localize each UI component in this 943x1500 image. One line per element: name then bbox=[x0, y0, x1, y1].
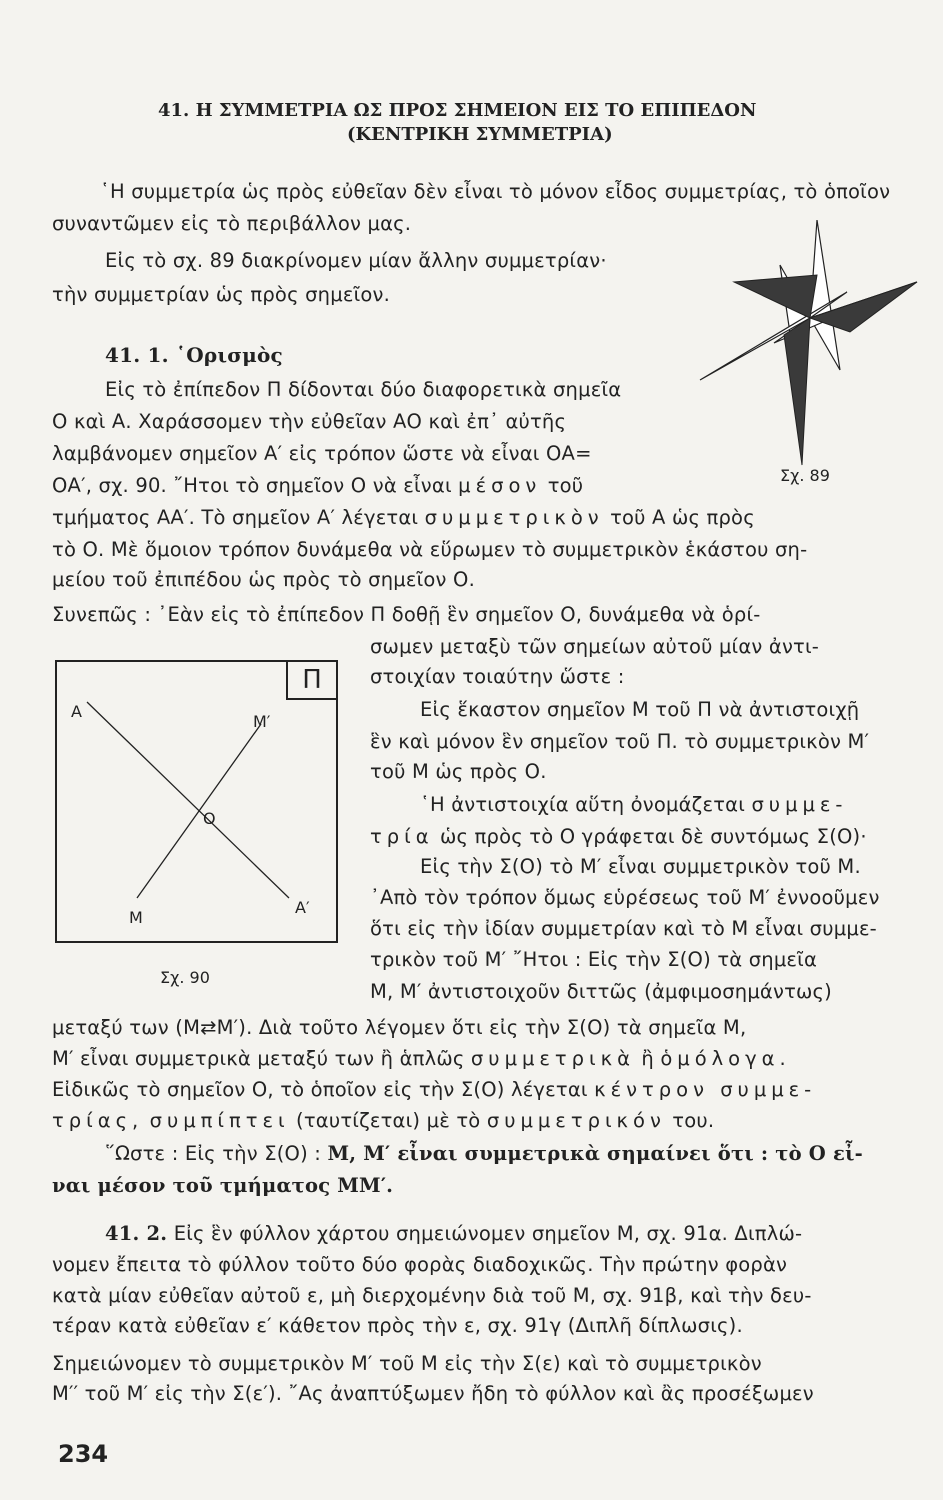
paragraph-line: ῞Ωστε : Εἰς τὴν Σ(Ο) : Μ, Μ′ εἶναι συμμετρικὰ σημαίνει ὅτι : τὸ Ο εἶ- bbox=[105, 1142, 863, 1165]
section-title-line2: (ΚΕΝΤΡΙΚΗ ΣΥΜΜΕΤΡΙΑ) bbox=[347, 124, 613, 145]
point-label-M: Μ bbox=[129, 908, 143, 927]
paragraph-line: κατὰ μίαν εὐθεῖαν αὐτοῦ ε, μὴ διερχομένην διὰ τοῦ Μ, σχ. 91β, καὶ τὴν δευ- bbox=[52, 1284, 812, 1307]
paragraph-line: τέραν κατὰ εὐθεῖαν ε′ κάθετον πρὸς τὴν ε, σχ. 91γ (Διπλῆ δίπλωσις). bbox=[52, 1314, 743, 1337]
paragraph-line: ὅτι εἰς τὴν ἰδίαν συμμετρίαν καὶ τὸ Μ εἶναι συμμε- bbox=[370, 917, 877, 940]
paragraph-line: Μ′′ τοῦ Μ′ εἰς τὴν Σ(ε′). ῎Ας ἀναπτύξωμεν ἤδη τὸ φύλλον καὶ ἂς προσέξωμεν bbox=[52, 1382, 814, 1405]
paragraph-line: ΟΑ′, σχ. 90. ῎Ητοι τὸ σημεῖον Ο νὰ εἶναι μέσον τοῦ bbox=[52, 474, 584, 497]
paragraph-line: λαμβάνομεν σημεῖον Α′ εἰς τρόπον ὥστε νὰ εἶναι ΟΑ= bbox=[52, 442, 592, 465]
point-label-A: Α bbox=[71, 702, 82, 721]
paragraph-line: τρία ὡς πρὸς τὸ Ο γράφεται δὲ συντόμως Σ(Ο)· bbox=[370, 825, 867, 848]
paragraph-line: Μ′ εἶναι συμμετρικὰ μεταξύ των ἢ ἁπλῶς συμμετρικὰ ἢ ὁμόλογα. bbox=[52, 1047, 791, 1070]
pinwheel-dark-blade bbox=[734, 275, 817, 318]
intro-line: Εἰς τὸ σχ. 89 διακρίνομεν μίαν ἄλλην συμμετρίαν· bbox=[105, 249, 607, 272]
paragraph-line: Εἰς τὸ ἐπίπεδον Π δίδονται δύο διαφορετικὰ σημεῖα bbox=[105, 378, 622, 401]
paragraph-line: μεταξύ των (Μ⇄Μ′). Διὰ τοῦτο λέγομεν ὅτι εἰς τὴν Σ(Ο) τὰ σημεῖα Μ, bbox=[52, 1016, 747, 1039]
intro-line: συναντῶμεν εἰς τὸ περιβάλλον μας. bbox=[52, 212, 412, 235]
paragraph-line: τρίας, συμπίπτει (ταυτίζεται) μὲ τὸ συμμετρικόν του. bbox=[52, 1109, 715, 1132]
line-MM-prime bbox=[137, 724, 261, 898]
paragraph-line: Εἰδικῶς τὸ σημεῖον Ο, τὸ ὁποῖον εἰς τὴν Σ(Ο) λέγεται κέντρον συμμε- bbox=[52, 1078, 817, 1101]
figure-90-caption: Σχ. 90 bbox=[160, 968, 210, 987]
point-label-A-prime: Α′ bbox=[295, 898, 310, 917]
paragraph-line: τοῦ Μ ὡς πρὸς Ο. bbox=[370, 760, 547, 783]
paragraph-line: τρικὸν τοῦ Μ′ ῎Ητοι : Εἰς τὴν Σ(Ο) τὰ σημεῖα bbox=[370, 948, 818, 971]
bidirectional-arrow: ⇄ bbox=[200, 1016, 217, 1039]
paragraph-line: τμήματος ΑΑ′. Τὸ σημεῖον Α′ λέγεται συμμετρικὸν τοῦ Α ὡς πρὸς bbox=[52, 506, 755, 529]
paragraph-line: ἓν καὶ μόνον ἓν σημεῖον τοῦ Π. τὸ συμμετρικὸν Μ′ bbox=[370, 730, 870, 753]
subsection-heading-41-1: 41. 1. ῾Ορισμὸς bbox=[105, 343, 283, 367]
plane-label-box: Π bbox=[286, 660, 338, 700]
point-label-O: Ο bbox=[203, 809, 216, 828]
paragraph-line: Ο καὶ Α. Χαράσσομεν τὴν εὐθεῖαν ΑΟ καὶ ἐπ᾽ αὐτῆς bbox=[52, 410, 567, 433]
paragraph-line: Εἰς τὴν Σ(Ο) τὸ Μ′ εἶναι συμμετρικὸν τοῦ Μ. bbox=[420, 855, 861, 878]
paragraph-line: νομεν ἔπειτα τὸ φύλλον τοῦτο δύο φορὰς διαδοχικῶς. Τὴν πρώτην φορὰν bbox=[52, 1253, 788, 1276]
paragraph-line: ῾Η ἀντιστοιχία αὕτη ὀνομάζεται συμμε- bbox=[420, 793, 848, 816]
paragraph-line: μείου τοῦ ἐπιπέδου ὡς πρὸς τὸ σημεῖον Ο. bbox=[52, 568, 475, 591]
intro-line: ῾Η συμμετρία ὡς πρὸς εὐθεῖαν δὲν εἶναι τὸ μόνον εἶδος συμμετρίας, τὸ ὁποῖον bbox=[100, 180, 891, 203]
subsection-heading-41-2: 41. 2. bbox=[105, 1222, 168, 1245]
section-title-line1: 41. Η ΣΥΜΜΕΤΡΙΑ ΩΣ ΠΡΟΣ ΣΗΜΕΙΟΝ ΕΙΣ ΤΟ ΕΠΙΠΕΔΟΝ bbox=[158, 100, 757, 121]
intro-line: τὴν συμμετρίαν ὡς πρὸς σημεῖον. bbox=[52, 283, 390, 306]
figure-90-plane bbox=[55, 660, 338, 943]
paragraph-line: Εἰς ἕκαστον σημεῖον Μ τοῦ Π νὰ ἀντιστοιχῇ bbox=[420, 698, 860, 721]
paragraph-line: 41. 2. Εἰς ἓν φύλλον χάρτου σημειώνομεν σημεῖον Μ, σχ. 91α. Διπλώ- bbox=[105, 1222, 803, 1245]
paragraph-line: στοιχίαν τοιαύτην ὥστε : bbox=[370, 665, 625, 688]
point-label-M-prime: Μ′ bbox=[253, 712, 271, 731]
paragraph-line: Συνεπῶς : ᾽Εὰν εἰς τὸ ἐπίπεδον Π δοθῇ ἓν σημεῖον Ο, δυνάμεθα νὰ ὁρί- bbox=[52, 603, 761, 626]
paragraph-line: Σημειώνομεν τὸ συμμετρικὸν Μ′ τοῦ Μ εἰς τὴν Σ(ε) καὶ τὸ συμμετρικὸν bbox=[52, 1352, 762, 1375]
figure-89-pinwheel bbox=[692, 220, 922, 475]
paragraph-line: τὸ Ο. Μὲ ὅμοιον τρόπον δυνάμεθα νὰ εὕρωμεν τὸ συμμετρικὸν ἑκάστου ση- bbox=[52, 538, 808, 561]
page-number: 234 bbox=[58, 1440, 109, 1468]
pinwheel-dark-blade bbox=[784, 318, 810, 465]
figure-89-caption: Σχ. 89 bbox=[780, 466, 830, 485]
pinwheel-outline-blade bbox=[810, 220, 840, 370]
paragraph-line: σωμεν μεταξὺ τῶν σημείων αὐτοῦ μίαν ἀντι- bbox=[370, 635, 820, 658]
paragraph-line: ναι μέσον τοῦ τμήματος ΜΜ′. bbox=[52, 1174, 394, 1197]
line-AA-prime bbox=[87, 702, 289, 898]
paragraph-line: ᾽Απὸ τὸν τρόπον ὅμως εὑρέσεως τοῦ Μ′ ἐννοοῦμεν bbox=[370, 886, 880, 909]
paragraph-line: Μ, Μ′ ἀντιστοιχοῦν διττῶς (ἀμφιμοσημάντως) bbox=[370, 980, 832, 1003]
